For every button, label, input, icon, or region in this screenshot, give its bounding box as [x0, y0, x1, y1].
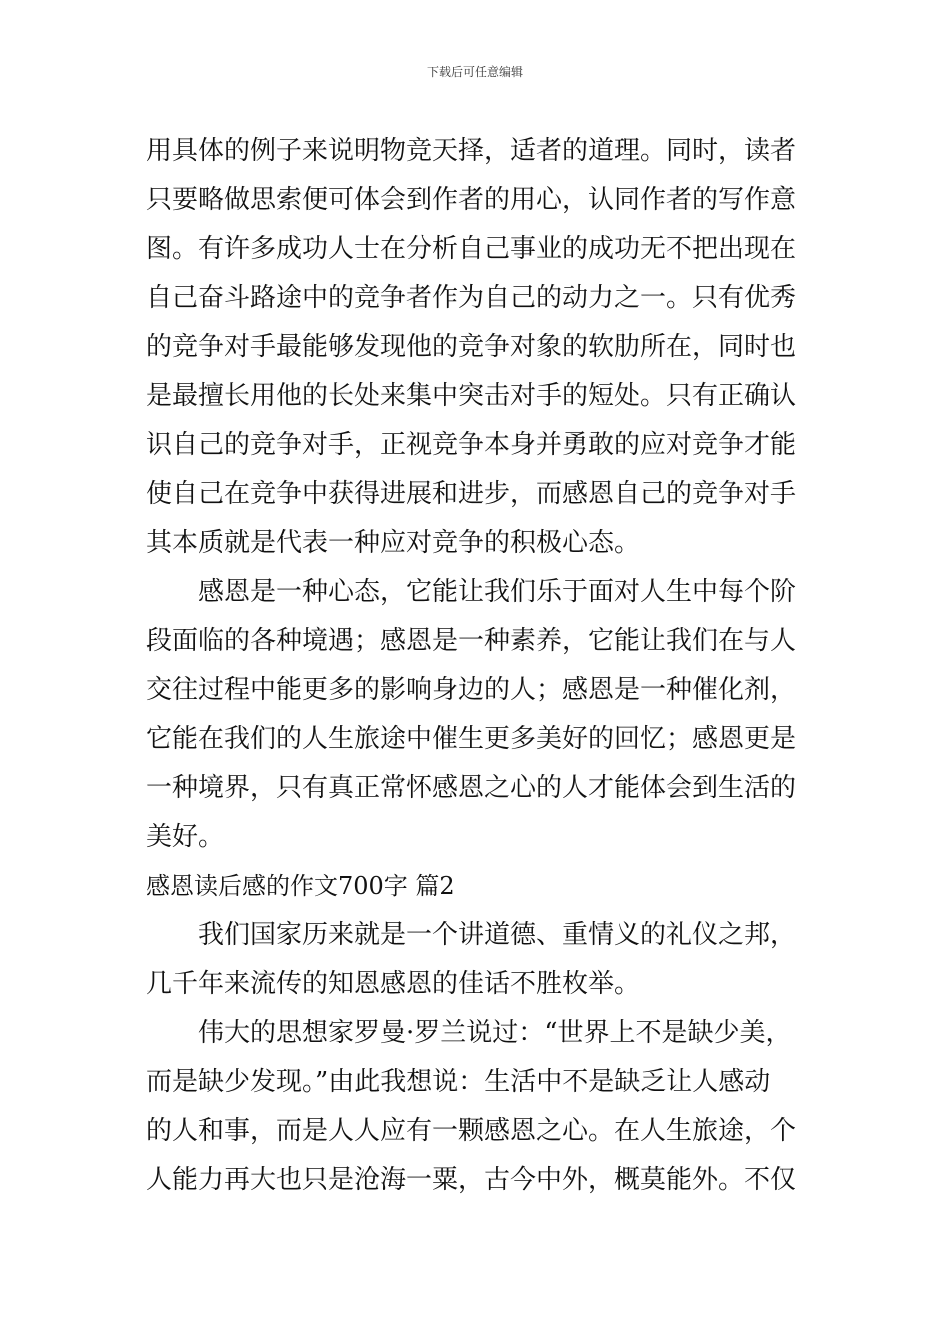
text-line: 而是缺少发现。”由此我想说：生活中不是缺乏让人感动 — [146, 1067, 771, 1097]
text-line: 感恩是一种心态，它能让我们乐于面对人生中每个阶 — [198, 577, 797, 607]
page-header — [0, 64, 950, 80]
text-line: 只要略做思索便可体会到作者的用心，认同作者的写作意 — [146, 185, 797, 215]
text-line: 使自己在竞争中获得进展和进步，而感恩自己的竞争对手 — [146, 479, 797, 509]
text-line: 的竞争对手最能够发现他的竞争对象的软肋所在，同时也 — [146, 332, 797, 362]
text-line: 人能力再大也只是沧海一粟，古今中外，概莫能外。不仅 — [146, 1165, 797, 1195]
document-body — [146, 127, 816, 1205]
paragraph — [146, 568, 816, 862]
paragraph — [146, 127, 816, 568]
text-line: 是最擅长用他的长处来集中突击对手的短处。只有正确认 — [146, 381, 797, 411]
text-line: 它能在我们的人生旅途中催生更多美好的回忆；感恩更是 — [146, 724, 797, 754]
paragraph — [146, 911, 816, 1009]
header-text: 下载后可任意编辑 — [426, 65, 523, 79]
text-line: 的人和事，而是人人应有一颗感恩之心。在人生旅途，个 — [146, 1116, 797, 1146]
text-line: 其本质就是代表一种应对竞争的积极心态。 — [146, 528, 641, 558]
section-heading: 感恩读后感的作文700字 篇2 — [146, 872, 455, 900]
text-line: 交往过程中能更多的影响身边的人；感恩是一种催化剂， — [146, 675, 797, 705]
paragraph — [146, 1009, 816, 1205]
text-line: 我们国家历来就是一个讲道德、重情义的礼仪之邦， — [198, 920, 797, 950]
text-line: 用具体的例子来说明物竞天择，适者的道理。同时，读者 — [146, 136, 797, 166]
text-line: 几千年来流传的知恩感恩的佳话不胜枚举。 — [146, 969, 641, 999]
text-line: 美好。 — [146, 822, 225, 852]
text-line: 自己奋斗路途中的竞争者作为自己的动力之一。只有优秀 — [146, 283, 797, 313]
text-line: 一种境界，只有真正常怀感恩之心的人才能体会到生活的 — [146, 773, 797, 803]
text-line: 段面临的各种境遇；感恩是一种素养，它能让我们在与人 — [146, 626, 797, 656]
text-line: 图。有许多成功人士在分析自己事业的成功无不把出现在 — [146, 234, 797, 264]
text-line: 识自己的竞争对手，正视竞争本身并勇敢的应对竞争才能 — [146, 430, 797, 460]
text-line: 伟大的思想家罗曼·罗兰说过：“世界上不是缺少美， — [198, 1018, 792, 1048]
